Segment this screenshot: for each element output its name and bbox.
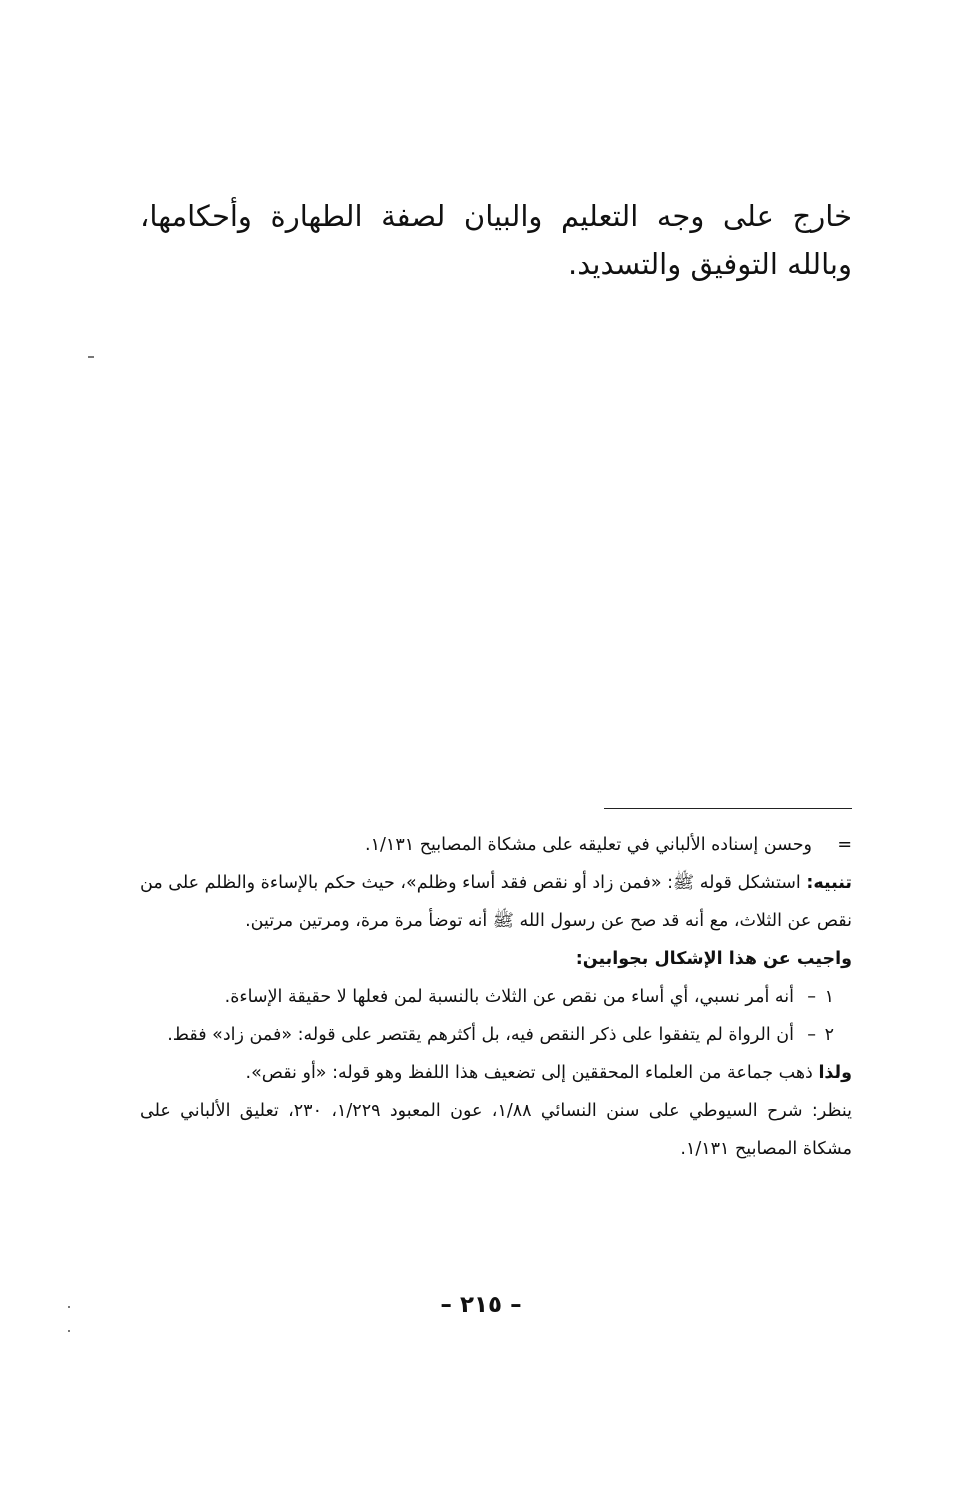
conclusion-label: ولذا: [818, 1063, 852, 1083]
note-text: استشكل قوله ﷺ: «فمن زاد أو نقص فقد أساء وظلم»، حيث حكم بالإساءة والظلم على من نقص عن الثلاث، مع أنه قد صح عن رسول الله ﷺ أنه توضأ مرة مرة، ومرتين مرتين.: [140, 873, 852, 931]
scan-speck: [68, 1306, 70, 1308]
list-item-text: أنه أمر نسبي، أي أساء من نقص عن الثلاث بالنسبة لمن فعلها لا حقيقة الإساءة.: [224, 987, 794, 1007]
list-item-dash: –: [807, 987, 816, 1007]
scan-speck: [88, 356, 94, 358]
list-item-number: ٢: [824, 1025, 834, 1045]
note-paragraph: [140, 864, 852, 940]
list-item: [140, 1016, 852, 1054]
footnote-line-1: وحسن إسناده الألباني في تعليقه على مشكاة المصابيح ١/١٣١.: [365, 835, 812, 855]
footnote-continuation: [140, 826, 852, 864]
page-number: – ٢١٥ –: [440, 1292, 522, 1318]
list-item: [140, 978, 852, 1016]
list-item-dash: –: [807, 1025, 816, 1045]
scan-speck: [68, 1330, 70, 1332]
conclusion-text: ذهب جماعة من العلماء المحققين إلى تضعيف هذا اللفظ وهو قوله: «أو نقص».: [245, 1063, 813, 1083]
footnotes-block: [140, 826, 852, 1168]
main-text-block: [140, 192, 852, 288]
answer-heading: واجيب عن هذا الإشكال بجوابين:: [575, 949, 852, 969]
conclusion-paragraph: [140, 1054, 852, 1092]
footnote-separator: [604, 808, 852, 809]
note-label: تنبيه:: [806, 873, 852, 893]
continuation-mark: =: [837, 835, 852, 855]
main-paragraph: خارج على وجه التعليم والبيان لصفة الطهارة وأحكامها، وبالله التوفيق والتسديد.: [140, 199, 852, 281]
reference-paragraph: ينظر: شرح السيوطي على سنن النسائي ١/٨٨، عون المعبود ١/٢٢٩، ٢٣٠، تعليق الألباني على مشكاة المصابيح ١/١٣١.: [140, 1101, 852, 1159]
list-item-text: أن الرواة لم يتفقوا على ذكر النقص فيه، بل أكثرهم يقتصر على قوله: «فمن زاد» فقط.: [167, 1025, 794, 1045]
list-item-number: ١: [824, 987, 834, 1007]
